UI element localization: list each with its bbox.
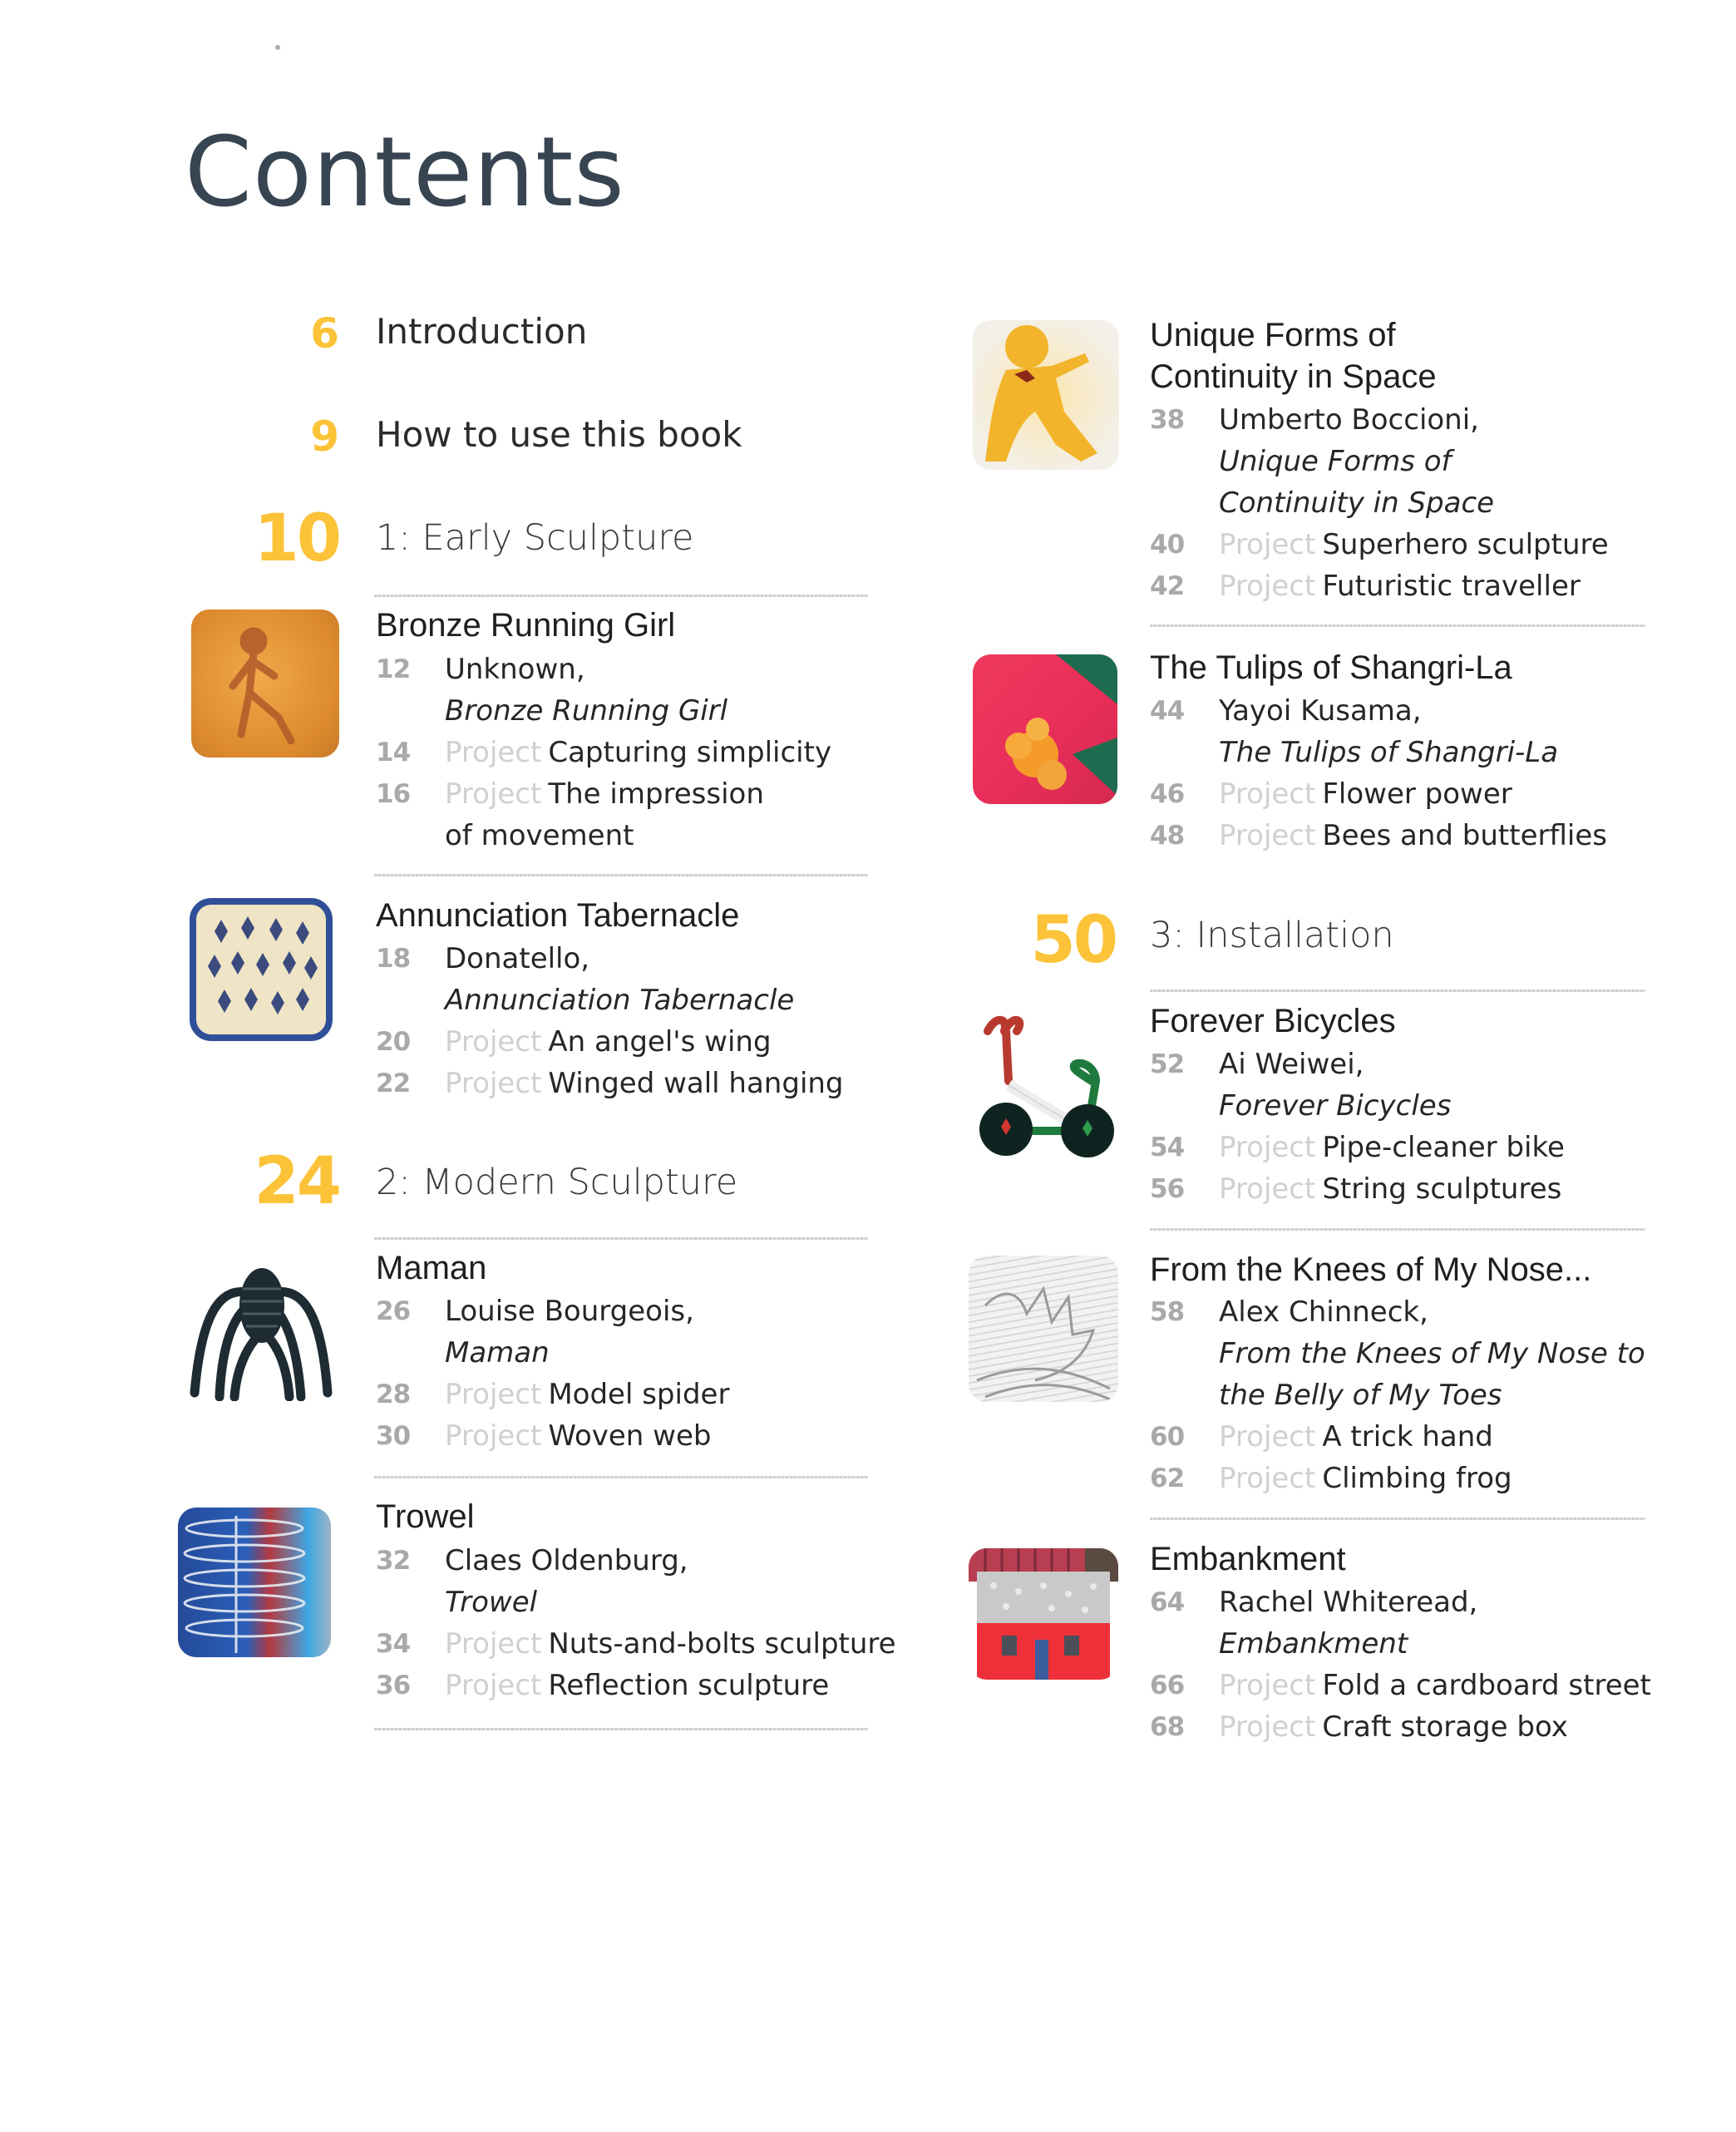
page-number: 26 — [376, 1296, 411, 1326]
page-number: 68 — [1150, 1712, 1185, 1742]
project-title: Futuristic traveller — [1322, 570, 1581, 603]
project-label: Project — [1219, 1420, 1316, 1453]
project-title: String sculptures — [1322, 1172, 1562, 1206]
page-number: 62 — [1150, 1463, 1185, 1493]
bicycle-icon — [971, 1006, 1124, 1159]
artwork-title: Maman — [445, 1336, 550, 1370]
patterned-wing-thumbnail — [190, 898, 333, 1041]
chapter-page-number: 50 — [1030, 903, 1116, 978]
entry-label: How to use this book — [376, 414, 742, 455]
project-title: The impression — [548, 777, 764, 811]
model-spider-thumbnail — [185, 1243, 339, 1401]
project-label: Project — [445, 1627, 542, 1661]
page-number: 6 — [310, 309, 339, 358]
chapter-page-number: 24 — [254, 1144, 339, 1219]
project-label: Project — [445, 1378, 542, 1411]
artwork-title: Bronze Running Girl — [445, 694, 728, 728]
project-title: Superhero sculpture — [1322, 528, 1609, 561]
section-title[interactable]: Bronze Running Girl — [376, 607, 676, 644]
artist-name: Yayoi Kusama, — [1219, 694, 1422, 728]
page-number: 14 — [376, 738, 411, 767]
project-label: Project — [445, 1669, 542, 1702]
bronze-running-girl-thumbnail — [191, 609, 339, 758]
artwork-title: Unique Forms of — [1219, 445, 1452, 478]
divider — [374, 1728, 868, 1730]
artwork-title-line2: the Belly of My Toes — [1219, 1379, 1502, 1412]
project-title: Nuts-and-bolts sculpture — [548, 1627, 896, 1661]
page-number: 20 — [376, 1027, 411, 1057]
page-number: 22 — [376, 1068, 411, 1098]
section-title[interactable]: Embankment — [1150, 1541, 1346, 1577]
section-title[interactable]: Trowel — [376, 1498, 475, 1535]
page-number: 64 — [1150, 1587, 1185, 1617]
divider — [374, 1237, 868, 1240]
entry-label: Introduction — [376, 311, 588, 352]
project-title: Flower power — [1322, 777, 1512, 811]
page-number: 46 — [1150, 779, 1185, 809]
artwork-title: The Tulips of Shangri-La — [1219, 736, 1559, 769]
project-label: Project — [1219, 1710, 1316, 1744]
divider — [1150, 990, 1645, 992]
project-label: Project — [1219, 777, 1316, 811]
section-title[interactable]: Forever Bicycles — [1150, 1003, 1396, 1039]
divider — [1150, 624, 1645, 627]
artwork-title: Forever Bicycles — [1219, 1089, 1452, 1123]
spider-icon — [185, 1243, 339, 1401]
page-number: 52 — [1150, 1049, 1185, 1079]
project-label: Project — [1219, 1462, 1316, 1495]
page-number: 54 — [1150, 1133, 1185, 1162]
project-label: Project — [445, 736, 542, 769]
section-title[interactable]: Unique Forms of — [1150, 317, 1396, 353]
section-title[interactable]: Annunciation Tabernacle — [376, 897, 740, 934]
page-number: 16 — [376, 779, 411, 809]
artwork-title: Embankment — [1219, 1627, 1408, 1661]
project-label: Project — [1219, 528, 1316, 561]
page-number: 12 — [376, 654, 411, 684]
project-title: Model spider — [548, 1378, 730, 1411]
section-title-line2[interactable]: Continuity in Space — [1150, 358, 1437, 395]
project-title: Capturing simplicity — [548, 736, 832, 769]
project-title: Climbing frog — [1322, 1462, 1512, 1495]
trick-hand-drawing-thumbnail — [969, 1256, 1118, 1402]
red-flower-thumbnail — [973, 654, 1117, 804]
golden-superhero-thumbnail — [973, 320, 1119, 470]
divider — [1150, 1228, 1645, 1231]
project-title: A trick hand — [1322, 1420, 1493, 1453]
divider — [374, 595, 868, 597]
artist-name: Alex Chinneck, — [1219, 1295, 1428, 1329]
wire-coil-icon — [178, 1508, 331, 1657]
chapter-title: 3: Installation — [1150, 915, 1394, 956]
page-number: 42 — [1150, 571, 1185, 601]
page-number: 18 — [376, 944, 411, 974]
project-title: Craft storage box — [1322, 1710, 1568, 1744]
project-label: Project — [1219, 1131, 1316, 1164]
artwork-title: Trowel — [445, 1586, 538, 1619]
section-title[interactable]: From the Knees of My Nose... — [1150, 1251, 1592, 1288]
artist-name: Unknown, — [445, 653, 585, 686]
hand-outline-icon — [969, 1256, 1118, 1402]
artwork-title: From the Knees of My Nose to — [1219, 1337, 1645, 1370]
page-number: 48 — [1150, 821, 1185, 851]
page-number: 60 — [1150, 1422, 1185, 1452]
project-label: Project — [445, 1025, 542, 1059]
project-label: Project — [445, 1067, 542, 1100]
project-label: Project — [1219, 819, 1316, 852]
cardboard-house-thumbnail — [969, 1548, 1118, 1680]
project-label: Project — [1219, 570, 1316, 603]
house-icon — [969, 1548, 1118, 1680]
superhero-figure-icon — [973, 320, 1119, 470]
page-number: 58 — [1150, 1297, 1185, 1327]
divider — [374, 1476, 868, 1478]
project-label: Project — [445, 1419, 542, 1453]
page-number: 38 — [1150, 405, 1185, 435]
project-title: Woven web — [548, 1419, 712, 1453]
chapter-page-number: 10 — [254, 501, 339, 576]
page-number: 66 — [1150, 1671, 1185, 1700]
page-number: 36 — [376, 1671, 411, 1700]
running-figure-icon — [191, 609, 339, 758]
project-label: Project — [1219, 1172, 1316, 1206]
section-title[interactable]: The Tulips of Shangri-La — [1150, 649, 1512, 686]
project-title: An angel's wing — [548, 1025, 772, 1059]
artist-name: Ai Weiwei, — [1219, 1048, 1364, 1081]
page-number: 40 — [1150, 530, 1185, 560]
project-title-cont: of movement — [445, 819, 634, 852]
page-number: 32 — [376, 1546, 411, 1576]
project-label: Project — [445, 777, 542, 811]
divider — [1150, 1518, 1645, 1520]
divider — [374, 874, 868, 876]
project-title: Fold a cardboard street — [1322, 1669, 1651, 1702]
artist-name: Claes Oldenburg, — [445, 1544, 688, 1577]
artist-name: Rachel Whiteread, — [1219, 1586, 1478, 1619]
page-number: 9 — [310, 412, 339, 461]
artist-name: Umberto Boccioni, — [1219, 403, 1479, 437]
artwork-title-line2: Continuity in Space — [1219, 486, 1495, 520]
project-label: Project — [1219, 1669, 1316, 1702]
project-title: Reflection sculpture — [548, 1669, 830, 1702]
pipe-cleaner-bike-thumbnail — [971, 1006, 1124, 1159]
page-number: 56 — [1150, 1174, 1185, 1204]
project-title: Pipe-cleaner bike — [1322, 1131, 1565, 1164]
flower-icon — [973, 654, 1117, 804]
page-number: 44 — [1150, 696, 1185, 726]
diamond-pattern-icon — [196, 905, 326, 1034]
page-number: 30 — [376, 1421, 411, 1451]
project-title: Bees and butterflies — [1322, 819, 1607, 852]
page-number: 28 — [376, 1379, 411, 1409]
artwork-title: Annunciation Tabernacle — [445, 984, 795, 1017]
chapter-title: 2: Modern Sculpture — [376, 1162, 738, 1203]
artist-name: Louise Bourgeois, — [445, 1295, 694, 1328]
chapter-title: 1: Early Sculpture — [376, 517, 694, 559]
page-number: 34 — [376, 1629, 411, 1659]
project-title: Winged wall hanging — [548, 1067, 844, 1100]
artist-name: Donatello, — [445, 942, 590, 975]
scan-speck — [275, 45, 280, 50]
wire-wrapped-bottle-thumbnail — [178, 1508, 331, 1657]
page-title: Contents — [185, 116, 625, 229]
section-title[interactable]: Maman — [376, 1250, 487, 1286]
